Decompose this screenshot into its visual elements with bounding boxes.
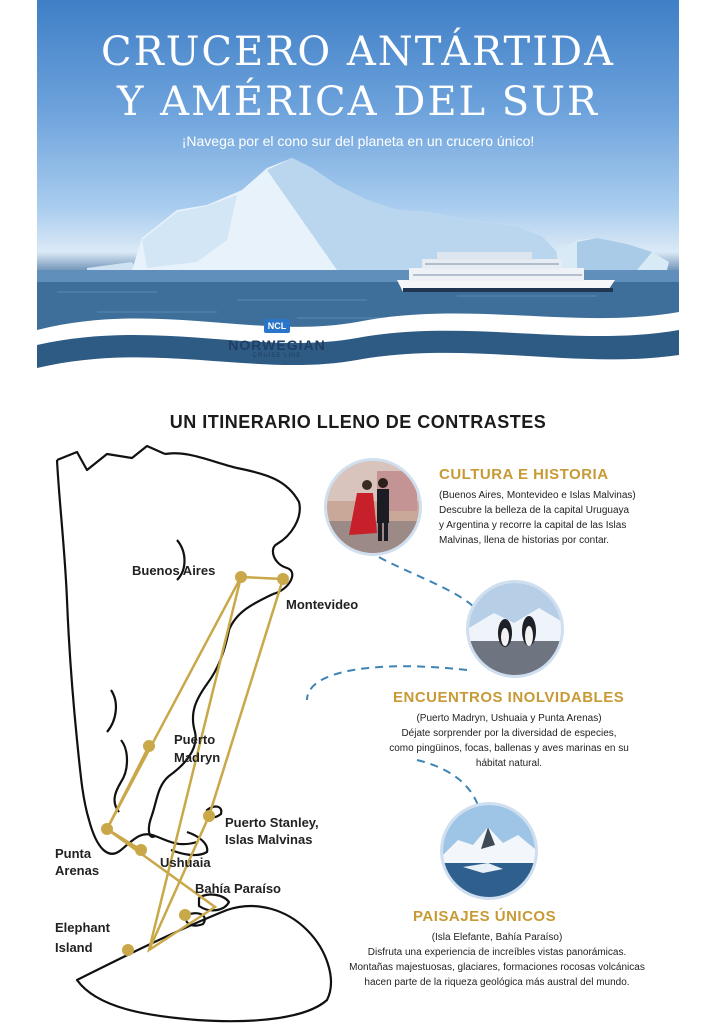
label-elephant-2: Island xyxy=(55,940,93,955)
hero-title-line2: Y AMÉRICA DEL SUR xyxy=(116,79,600,125)
feature-line: y Argentina y recorre la capital de las Islas xyxy=(439,520,627,531)
hero-banner xyxy=(37,0,679,400)
feature-places: (Buenos Aires, Montevideo e Islas Malvinas) xyxy=(439,490,636,501)
label-elephant-1: Elephant xyxy=(55,920,110,935)
logo-sub: CRUISE LINE xyxy=(252,353,302,359)
photo-tango xyxy=(324,458,422,556)
hero-subtitle: ¡Navega por el cono sur del planeta en un crucero único! xyxy=(181,133,535,149)
label-puerto-stanley-1: Puerto Stanley, xyxy=(225,815,319,830)
feature-body-encuentros xyxy=(364,711,654,771)
feature-line: Montañas majestuosas, glaciares, formaciones rocosas volcánicas xyxy=(349,962,645,973)
feature-line: Descubre la belleza de la capital Uruguaya xyxy=(439,505,630,516)
feature-line: como pingüinos, focas, ballenas y aves marinas en su xyxy=(389,743,629,754)
label-puerto-stanley-2: Islas Malvinas xyxy=(225,832,313,847)
photo-penguins xyxy=(466,580,564,678)
label-puerto-madryn-2: Madryn xyxy=(174,750,221,765)
label-punta-arenas-2: Arenas xyxy=(55,863,100,878)
feature-title-cultura: CULTURA E HISTORIA xyxy=(439,466,609,483)
ncl-badge: NCL xyxy=(264,319,291,333)
label-ushuaia: Ushuaia xyxy=(160,855,211,870)
hero-title-line1: CRUCERO ANTÁRTIDA xyxy=(101,29,615,75)
photo-glacier xyxy=(440,802,538,900)
feature-places: (Isla Elefante, Bahía Paraíso) xyxy=(431,932,563,943)
feature-line: Malvinas, llena de historias por contar. xyxy=(439,535,610,546)
stop-bahia-paraiso xyxy=(179,909,191,921)
section-title: UN ITINERARIO LLENO DE CONTRASTES xyxy=(169,412,547,432)
label-puerto-madryn-1: Puerto xyxy=(174,732,216,747)
poster xyxy=(37,0,679,1024)
feature-body-cultura xyxy=(439,488,679,548)
stop-elephant-island xyxy=(122,944,134,956)
feature-places: (Puerto Madryn, Ushuaia y Punta Arenas) xyxy=(416,713,602,724)
feature-line: hábitat natural. xyxy=(475,758,543,769)
ncl-logo xyxy=(207,305,347,385)
label-bahia-paraiso: Bahía Paraíso xyxy=(195,881,281,896)
feature-title-paisajes: PAISAJES ÚNICOS xyxy=(413,908,557,925)
label-montevideo: Montevideo xyxy=(286,597,359,612)
feature-body-paisajes xyxy=(315,930,679,990)
label-buenos-aires: Buenos Aires xyxy=(132,563,216,578)
label-punta-arenas-1: Punta xyxy=(55,846,92,861)
stop-ushuaia xyxy=(135,844,147,856)
feature-line: Disfruta una experiencia de increíbles vistas panorámicas. xyxy=(367,947,627,958)
feature-line: Déjate sorprender por la diversidad de especies, xyxy=(401,728,617,739)
feature-title-encuentros: ENCUENTROS INOLVIDABLES xyxy=(393,689,625,706)
logo-name: NORWEGIAN xyxy=(228,337,326,353)
feature-line: hacen parte de la riqueza geológica más austral del mundo. xyxy=(364,977,630,988)
